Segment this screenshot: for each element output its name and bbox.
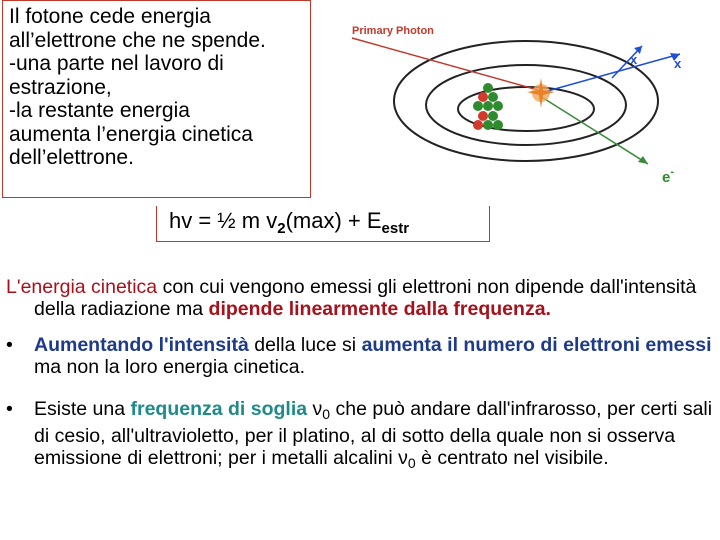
intro-textbox — [2, 0, 311, 198]
nu-subscript: 0 — [407, 455, 416, 471]
orbit-outer — [394, 41, 658, 161]
axis-label-x-1: x — [630, 52, 638, 67]
photoelectric-atom-diagram — [312, 6, 717, 206]
bullet-text: ma non la loro energia cinetica. — [34, 356, 305, 378]
bullet-item-intensity — [6, 334, 718, 378]
linear-dependence-text: dipende linearmente dalla frequenza. — [208, 298, 551, 320]
formula-hv: hv = ½ m v — [169, 208, 278, 233]
formula-sub-2: 2 — [277, 220, 286, 237]
nu-symbol: ν — [307, 398, 323, 420]
formula-sub-estr: estr — [381, 220, 410, 237]
bullet-marker: • — [6, 334, 13, 356]
intro-line: dell’elettrone. — [9, 146, 134, 169]
electron-count-term: aumenta il numero di elettroni emessi — [361, 334, 712, 356]
nucleus-icon — [473, 83, 503, 130]
photoelectric-formula — [156, 206, 490, 242]
intro-line: Il fotone cede energia — [9, 5, 211, 28]
bullet-text: che può andare dall'infrarosso, per certi sali di cesio, all'ultravioletto, per il platino, al di sotto della quale non si osserva emissione di elettroni; per i metalli alcalini — [34, 398, 713, 469]
nu-subscript: 0 — [322, 406, 331, 422]
intro-line: -una parte nel lavoro di — [9, 52, 224, 75]
intro-line: all’elettrone che ne spende. — [9, 28, 266, 52]
threshold-frequency-term: frequenza di soglia — [130, 398, 308, 420]
bullet-text: Esiste una — [34, 398, 131, 420]
intro-line: aumenta l’energia cinetica — [9, 122, 253, 146]
electron-label: e- — [662, 166, 675, 186]
formula-mid: (max) + E — [285, 208, 382, 233]
intro-line: estrazione, — [9, 75, 112, 99]
nu-symbol: ν — [398, 447, 408, 469]
kinetic-energy-paragraph — [6, 276, 718, 320]
scattered-photon-line — [544, 54, 680, 92]
bullet-text: è centrato nel visibile. — [415, 447, 609, 469]
intro-line: -la restante energia — [9, 99, 190, 122]
axis-label-x-2: x — [674, 56, 682, 71]
kinetic-energy-term: L'energia cinetica — [6, 276, 158, 298]
bullet-item-threshold — [6, 398, 718, 474]
bullet-marker: • — [6, 398, 13, 420]
paragraph-text: con cui vengono emessi gli elettroni non dipende dall'intensità della radiazione ma — [34, 276, 697, 320]
bullet-text: della luce si — [248, 334, 362, 356]
electron-arrow-head — [638, 156, 648, 164]
explanation-body — [6, 276, 718, 474]
photon-label: Primary Photon — [352, 25, 434, 37]
intensity-term: Aumentando l'intensità — [34, 334, 249, 356]
